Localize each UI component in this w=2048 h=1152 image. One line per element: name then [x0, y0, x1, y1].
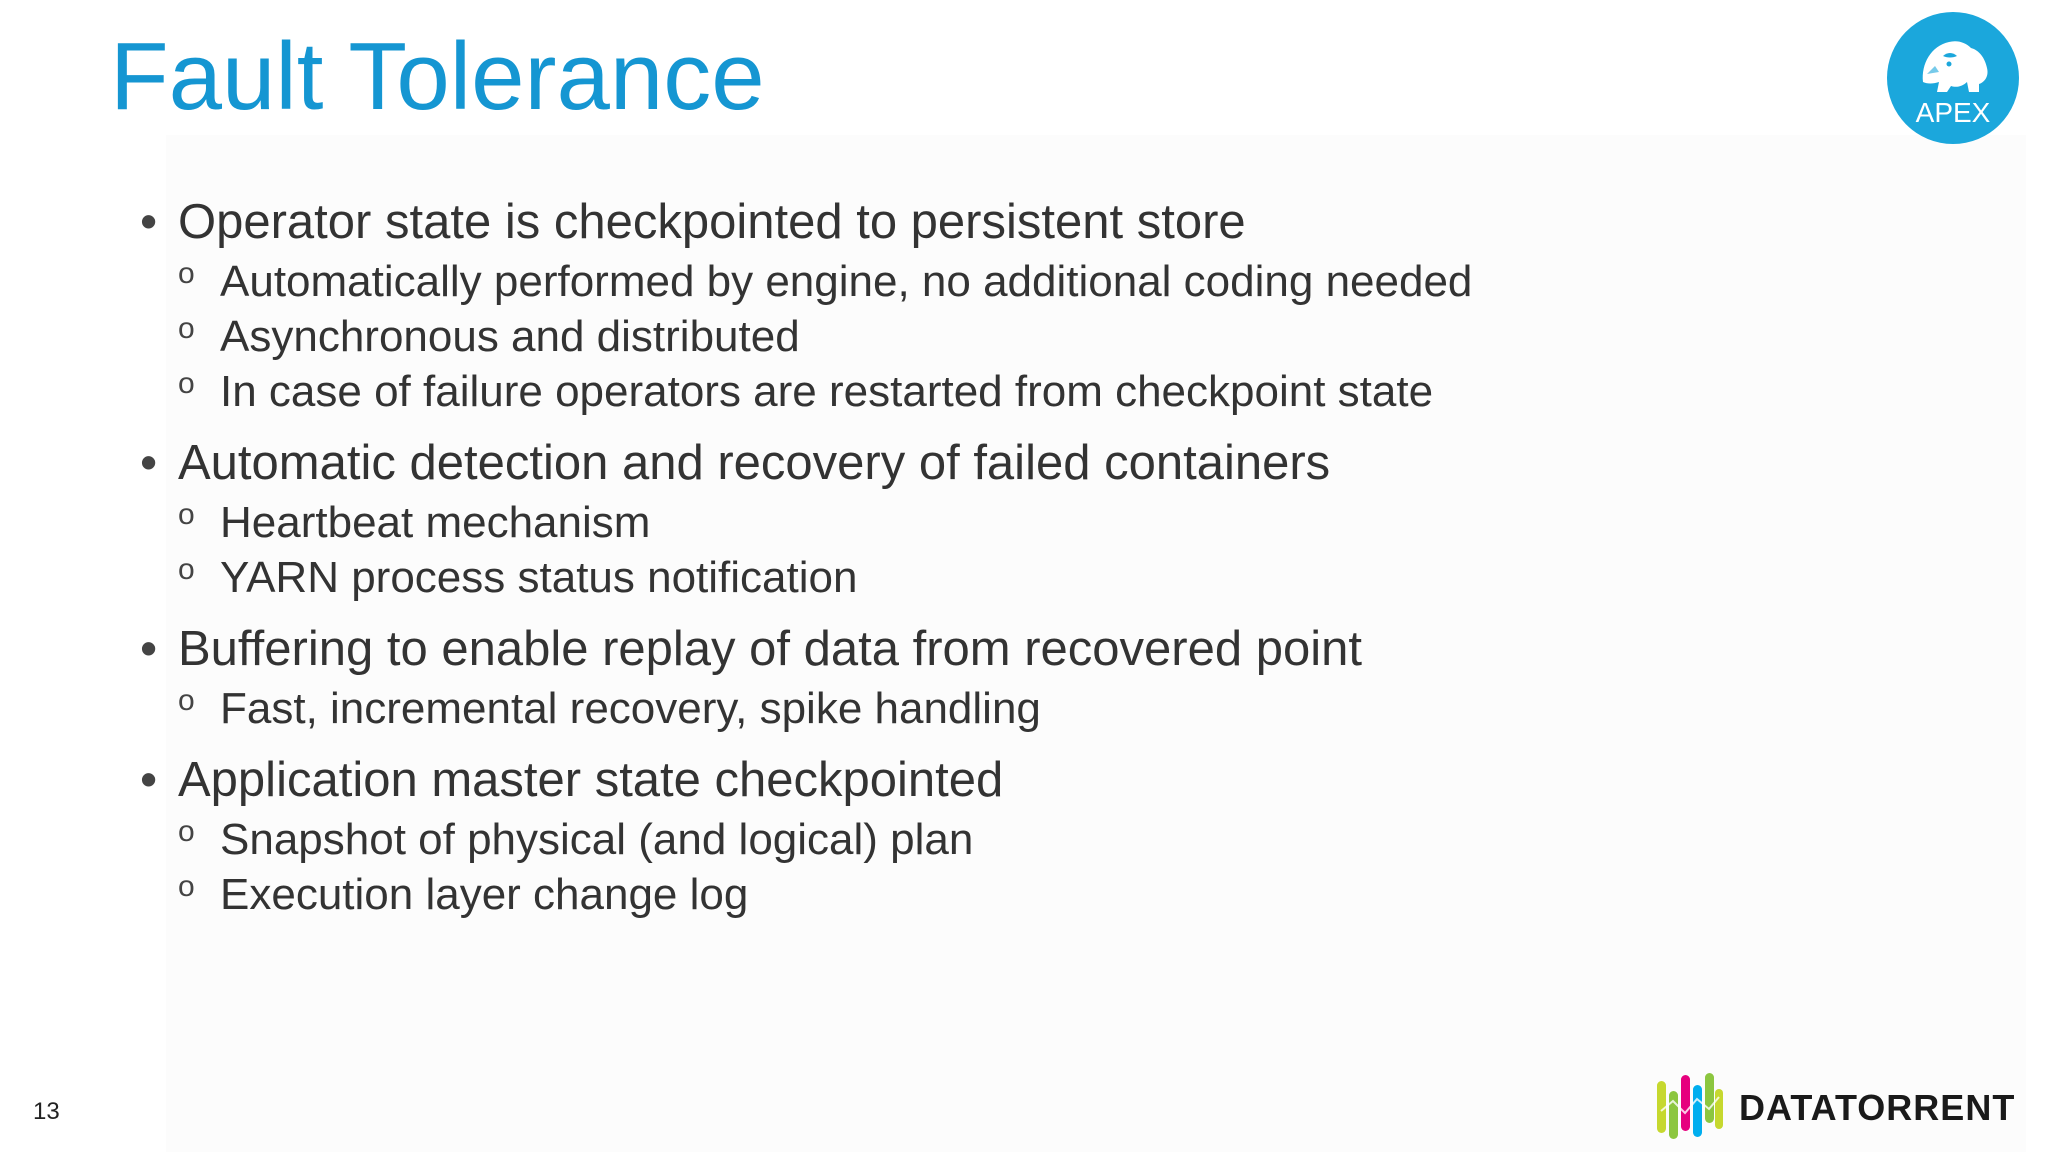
- bullet-item: [140, 748, 1740, 812]
- bullet-item: [140, 617, 1740, 681]
- bullet-item: [140, 431, 1740, 495]
- sub-bullet-item: [140, 495, 1740, 550]
- bullet-group-1: [140, 190, 1740, 419]
- bullet-dot-icon: •: [140, 753, 158, 807]
- sub-bullet-item: [140, 867, 1740, 922]
- bullet-group-4: [140, 748, 1740, 922]
- bullet-text: Operator state is checkpointed to persistent store: [178, 195, 1246, 249]
- sub-bullet-item: [140, 364, 1740, 419]
- bullet-group-2: [140, 431, 1740, 605]
- sub-bullet-text: Asynchronous and distributed: [220, 312, 800, 361]
- sub-bullet-item: [140, 309, 1740, 364]
- sub-bullet-ring-icon: o: [178, 684, 195, 717]
- bullet-text: Application master state checkpointed: [178, 753, 1004, 807]
- sub-bullet-item: [140, 681, 1740, 736]
- bullet-group-3: [140, 617, 1740, 736]
- sub-bullet-text: Snapshot of physical (and logical) plan: [220, 815, 974, 864]
- sub-bullet-ring-icon: o: [178, 498, 195, 531]
- sub-bullet-ring-icon: o: [178, 367, 195, 400]
- sub-bullet-text: Fast, incremental recovery, spike handling: [220, 684, 1041, 733]
- bullet-dot-icon: •: [140, 195, 158, 249]
- sub-bullet-text: Heartbeat mechanism: [220, 498, 651, 547]
- sub-bullet-ring-icon: o: [178, 257, 195, 290]
- datatorrent-mark-icon: [1655, 1071, 1725, 1143]
- apex-gorilla-logo-icon: [1887, 12, 2019, 144]
- datatorrent-logo: [1655, 1071, 2035, 1143]
- sub-bullet-item: [140, 550, 1740, 605]
- sub-bullet-ring-icon: o: [178, 553, 195, 586]
- bullet-text: Automatic detection and recovery of failed containers: [178, 436, 1331, 490]
- apex-logo: [1887, 12, 2019, 144]
- sub-bullet-text: YARN process status notification: [220, 553, 858, 602]
- sub-bullet-ring-icon: o: [178, 312, 195, 345]
- datatorrent-wordmark: DATATORRENT: [1739, 1087, 2016, 1128]
- sub-bullet-text: In case of failure operators are restarted from checkpoint state: [220, 367, 1434, 416]
- apex-logo-text: APEX: [1915, 97, 1991, 128]
- bullet-item: [140, 190, 1740, 254]
- sub-bullet-text: Automatically performed by engine, no additional coding needed: [220, 257, 1473, 306]
- bullet-dot-icon: •: [140, 622, 158, 676]
- sub-bullet-ring-icon: o: [178, 870, 195, 903]
- sub-bullet-text: Execution layer change log: [220, 870, 749, 919]
- sub-bullet-ring-icon: o: [178, 815, 195, 848]
- page-number: 13: [33, 1098, 60, 1125]
- bullet-list: [140, 190, 1740, 934]
- sub-bullet-item: [140, 812, 1740, 867]
- bullet-dot-icon: •: [140, 436, 158, 490]
- slide-title: Fault Tolerance: [110, 23, 765, 130]
- bullet-text: Buffering to enable replay of data from recovered point: [178, 622, 1362, 676]
- sub-bullet-item: [140, 254, 1740, 309]
